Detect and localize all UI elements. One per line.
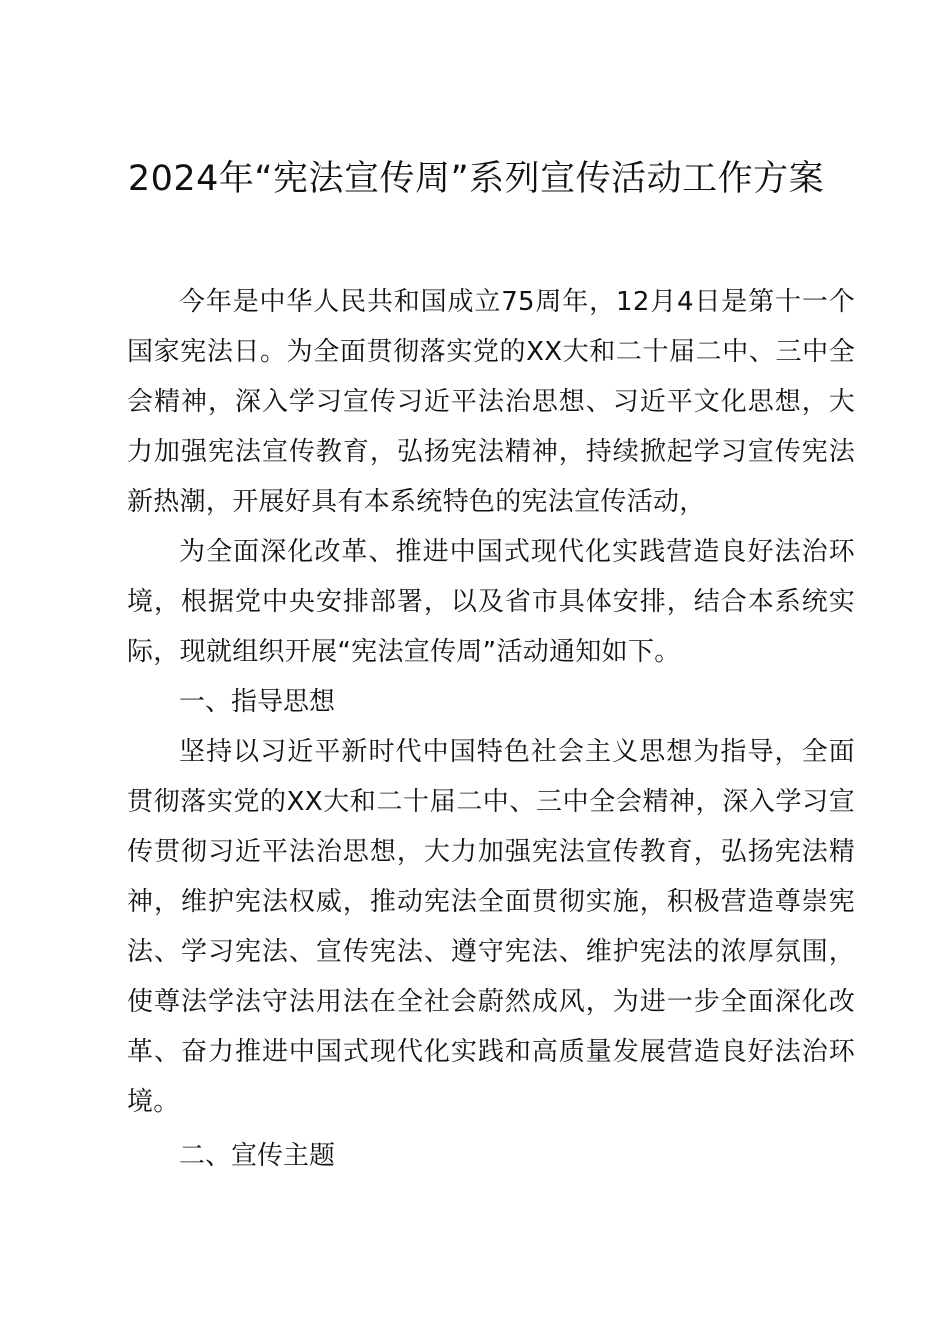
intro-paragraph-1: 今年是中华人民共和国成立75周年，12月4日是第十一个国家宪法日。为全面贯彻落实党的XX大和二十届二中、三中全会精神，深入学习宣传习近平法治思想、习近平文化思想，大力加强宪法宣传教育，弘扬宪法精神，持续掀起学习宣传宪法新热潮，开展好具有本系统特色的宪法宣传活动，: [127, 287, 855, 517]
document-title: 2024年“宪法宣传周”系列宣传活动工作方案: [127, 159, 825, 199]
document-body: [127, 277, 855, 1181]
section-heading-guiding-ideology: 一、指导思想: [179, 687, 336, 717]
section-heading-publicity-theme: 二、宣传主题: [179, 1141, 336, 1171]
guiding-ideology-paragraph: 坚持以习近平新时代中国特色社会主义思想为指导，全面贯彻落实党的XX大和二十届二中、三中全会精神，深入学习宣传贯彻习近平法治思想，大力加强宪法宣传教育，弘扬宪法精神，维护宪法权威，推动宪法全面贯彻实施，积极营造尊崇宪法、学习宪法、宣传宪法、遵守宪法、维护宪法的浓厚氛围，使尊法学法守法用法在全社会蔚然成风，为进一步全面深化改革、奋力推进中国式现代化实践和高质量发展营造良好法治环境。: [127, 737, 855, 1117]
intro-paragraph-2: 为全面深化改革、推进中国式现代化实践营造良好法治环境，根据党中央安排部署，以及省市具体安排，结合本系统实际，现就组织开展“宪法宣传周”活动通知如下。: [127, 537, 855, 667]
